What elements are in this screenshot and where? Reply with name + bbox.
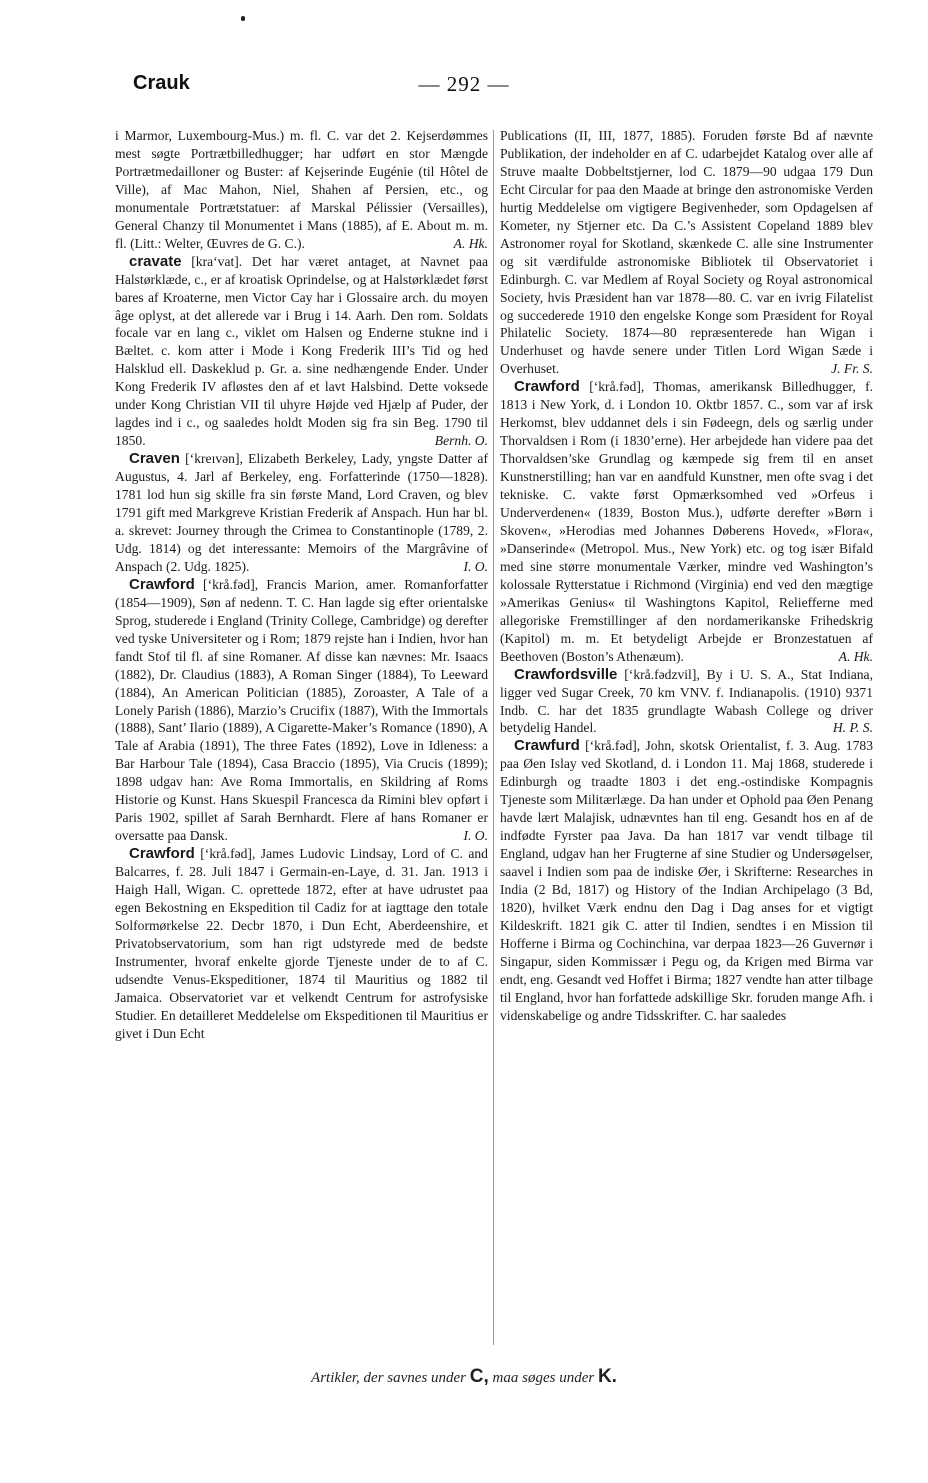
page-header: [0, 68, 928, 102]
footer-text: Artikler, der savnes under: [311, 1370, 467, 1386]
entry-crawford-francis: [115, 576, 488, 845]
author-signature: I. O.: [463, 828, 488, 844]
page-footer-note: [0, 1366, 928, 1388]
column-divider: [493, 130, 494, 1345]
author-signature: H. P. S.: [832, 720, 873, 736]
headword: Crawford: [129, 845, 195, 863]
page-number: — 292 —: [418, 72, 510, 96]
entry-text: [‘kreıvən], Elizabeth Berkeley, Lady, yngste Datter af Augustus, 4. Jarl af Berkeley, eng. Forfatterinde (1750—1828). 1781 lod hun sig skille fra sin første Mand, Lord Craven, og blev 1791 gift med Markgreve Kristian Frederik af Anspach. Hun har bl. a. skrevet: Journey through the Crimea to Constantinople (1789, 2. Udg. 1814) og det interessante: Memoirs of the Margrâvine of Anspach (2. Udg. 1825).: [115, 451, 488, 574]
headword: Crawfurd: [514, 737, 580, 755]
headword: Craven: [129, 450, 180, 468]
entry-cravate: [115, 253, 488, 450]
entry-crawford-thomas: [500, 378, 873, 665]
footer-letter-k: K.: [597, 1366, 617, 1387]
headword: Crawford: [514, 378, 580, 396]
catchword: Crauk: [133, 72, 190, 94]
headword: Crawford: [129, 575, 195, 593]
entry-crawford-james: [115, 845, 488, 1042]
headword: Crawfordsville: [514, 665, 618, 683]
footer-text: maa søges under: [492, 1370, 595, 1386]
entry-text: [kra‘vat]. Det har været antaget, at Navnet paa Halstørklæde, c., er af kroatisk Oprindelse, og at Halstørklædet først bares af Kroaterne, men Victor Cay har i Glossaire arch. du moyen âge oplyst, at det allerede var i Brug i 14. Aarh. Den rom. Soldats focale var en lang c., viklet om Halsen og Enderne stukne ind i Bæltet. c. kom atter i Mode i Kong Frederik III’s Tid og hed Halsklud ell. Daskeklud p. Gr. a. sine nedhængende Ender. Under Kong Frederik IV afløstes den af et lavt Halsbind. Dette voksede under Kong Christian VII til uhyre Højde ved Hjælp af Puder, der lagdes ind i c., og saaledes holdt Moden sig fra sin Beg. 1790 til 1850.: [115, 253, 488, 449]
paragraph: [115, 127, 488, 253]
author-signature: A. Hk.: [453, 235, 488, 251]
author-signature: Bernh. O.: [434, 433, 488, 449]
entry-text: [‘krå.fəd], James Ludovic Lindsay, Lord of C. and Balcarres, f. 28. Juli 1847 i Germain-en-Laye, d. 31. Jan. 1913 i Haigh Hall, Wigan. C. oprettede 1872, efter at have udrustet paa egen Bekostning en Ekspedition til Cadiz for at iagttage den totale Solformørkelse 22. Decbr 1870, i Dun Echt, Aberdeenshire, et Privatobservatorium, som han rigt udstyrede med de bedste Instrumenter, hvoraf enkelte gjorde Tjeneste under de to af C. udsendte Venus-Ekspeditioner, 1874 til Mauritius og 1882 til Jamaica. Observatoriet var et velkendt Centrum for astrofysiske Studier. En detailleret Meddelelse om Ekspeditionen til Mauritius er givet i Dun Echt: [115, 846, 488, 1041]
right-column: [500, 127, 873, 1362]
author-signature: A. Hk.: [838, 648, 873, 664]
author-signature: I. O.: [463, 558, 488, 574]
paragraph: [500, 127, 873, 378]
entry-text: [‘krå.fəd], Francis Marion, amer. Romanforfatter (1854—1909), Søn af nedenn. T. C. Han lagde sig efter orientalske Sprog, studerede i England (Trinity College, Cambridge) og derefter ved tyske Universiteter og i Rom; 1879 rejste han i Indien, hvor han fandt Stof til fl. af sine Romaner. Af disse kan nævnes: Mr. Isaacs (1882), Dr. Claudius (1883), A Roman Singer (1884), To Leeward (1884), An American Politician (1885), Zoroaster, A Tale of a Lonely Parish (1886), Marzio’s Crucifix (1887), With the Immortals (1888), Sant’ Ilario (1889), A Cigarette-Maker’s Romance (1890), A Tale af Arabia (1891), The three Fates (1892), Love in Idleness: a Bar Harbour Tale (1894), Casa Braccio (1895), Via Crucis (1899); 1898 udgav han: Ave Roma Immortalis, en Skildring af Roms Historie og Kunst. Hans Skuespil Francesca da Rimini blev opført i Paris 1902, spillet af Sarah Bernhardt. Flere af hans Romaner er oversatte paa Dansk.: [115, 576, 488, 844]
entry-craven: [115, 450, 488, 576]
entry-text: [‘krå.fəd], Thomas, amerikansk Billedhugger, f. 1813 i New York, d. i London 10. Oktbr 1857. C., som var af irsk Herkomst, blev uddannet dels i sin Fødeegn, dels og særlig under Thorvaldsen i Rom (i 1830’erne). Her arbejdede han videre paa det Thorvaldsen’ske Grundlag og kæmpede sig frem til en anset Kunstnerstilling; han var en aandfuld Kunstner, men ofte svag i det tekniske. C. vakte først Opmærksomhed ved »Orfeus i Underverdenen« (1839, Boston Mus.), udførte derefter »Børn i Skoven«, »Herodias med Johannes Døberens Hoved«, »Flora«, »Danserinde« (Metropol. Mus., New York) etc. og tog især Bifald med sine større monumentale Værker, mindre ved Washington’s kolossale Rytterstatue i Richmond (Virginia) end ved den mægtige »Amerikas Genius« til Washingtons Kapitol, Reliefferne med allegoriske Fremstillinger af den nordamerikanske Frihedskrig (Kapitol) m. m. Et betydeligt Arbejde er Bronzestatuen af Beethoven (Boston’s Athenæum).: [500, 379, 873, 664]
entry-crawfurd: [500, 737, 873, 1024]
author-signature: J. Fr. S.: [831, 361, 873, 377]
left-column: [115, 127, 488, 1362]
entry-text: [‘krå.fəd], John, skotsk Orientalist, f. 3. Aug. 1783 paa Øen Islay ved Skotland, d. i London 11. Maj 1868, studerede i Edinburgh og traadte 1803 i det eng.-ostindiske Kompagnis Tjeneste som Militærlæge. Da han under et Ophold paa Øen Penang havde lært Malajisk, udnævntes han til eng. Gesandt hos en af de indfødte Fyrster paa Java. Da han 1817 var vendt tilbage til England, udgav han her Frugterne af sine Studier og Undersøgelser, saavel i Indien som paa de indiske Øer, i Skrifterne: Researches in India (2 Bd, 1817) og History of the Indian Archipelago (3 Bd, 1820), hvilket Værk endnu den Dag i Dag anses for et vigtigt Kildeskrift. 1821 gik C. atter til Indien, sendtes i en Mission til Hofferne i Birma og Cochinchina, var derpaa 1823—26 Guvernør i Singapur, siden Kommissær i Pegu og, da Krigen med Birma var endt, eng. Gesandt ved Hoffet i Birma; 1827 vendte han atter tilbage til England, hvor han forfattede adskillige Skr. foruden mange Afh. i videnskabelige og andre Tidsskrifter. C. har saaledes: [500, 738, 873, 1023]
footer-letter-c: C,: [469, 1366, 489, 1387]
entry-crawfordsville: [500, 666, 873, 738]
paragraph-text: Publications (II, III, 1877, 1885). Foruden første Bd af nævnte Publikation, der indeholder en af C. udarbejdet Katalog over alle af Struve maalte Dobbeltstjerner, lod C. 1879—90 udgaa 179 Dun Echt Circular for paa den Maade at bringe den astronomiske Verden hurtig Meddelelse om vigtigere Begivenheder, som Opdagelsen af Kometer, ny Stjerner etc. Da C.’s Assistent Copeland 1889 blev Astronomer royal for Skotland, skænkede C. alle sine Instrumenter og sit værdifulde astronomiske Bibliotek til Observatoriet i Edinburgh. C. var Medlem af Royal Society og Royal astronomical Society, hvis Præsident han var 1878—80. C. var en ivrig Filatelist og succederede 1910 den engelske Konge som Præsident for Royal Philatelic Society. 1874—80 repræsenterede han Wigan i Underhuset og havde senere under Titlen Lord Wigan Sæde i Overhuset.: [500, 128, 873, 377]
paragraph-text: i Marmor, Luxembourg-Mus.) m. fl. C. var det 2. Kejserdømmes mest søgte Portrætbilledhugger; har udført en stor Mængde Portrætmedailloner og Buster: af Kejserinde Eugénie (til Hôtel de Ville), af Mac Mahon, Niel, Shahen af Persien, etc., og monumentale Portrætstatuer: af Marskal Pélissier (Versailles), General Chanzy til Monumentet i Mans (1885), af E. About m. m. fl. (Litt.: Welter, Œuvres de G. C.).: [115, 128, 488, 251]
headword: cravate: [129, 252, 182, 270]
ink-speck: [241, 16, 245, 21]
entry-text: [‘krå.fədzvil], By i U. S. A., Stat Indiana, ligger ved Sugar Creek, 70 km VNV. f. Indianapolis. (1910) 9371 Indb. C. har det 1835 grundlagte Wabash College og driver betydelig Handel.: [500, 666, 873, 736]
